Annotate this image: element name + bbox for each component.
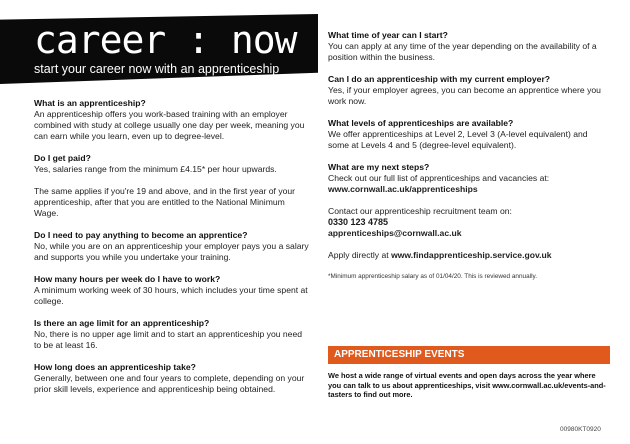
faq-question: Do I get paid? [34,153,91,163]
faq-question: How long does an apprenticeship take? [34,362,196,372]
apply-block [328,250,610,261]
faq-question: Is there an age limit for an apprenticeship? [34,318,210,328]
faq-answer: Check out our full list of apprenticeships and vacancies at: [328,173,550,183]
faq-question: What is an apprenticeship? [34,98,146,108]
faq-answer: We offer apprenticeships at Level 2, Level 3 (A-level equivalent) and some at Levels 4 and 5 (degree-level equivalent). [328,129,588,150]
apprenticeships-link[interactable]: www.cornwall.ac.uk/apprenticeships [328,184,478,194]
faq-question: What time of year can I start? [328,30,448,40]
faq-item [328,30,610,63]
salary-footnote: *Minimum apprenticeship salary as of 01/04/20. This is reviewed annually. [328,273,537,280]
faq-answer: Generally, between one and four years to complete, depending on your prior skill levels, experience and apprenticeship being obtained. [34,373,305,394]
faq-question: What are my next steps? [328,162,430,172]
faq-item [34,318,309,351]
faq-item [34,230,309,263]
faq-answer: No, there is no upper age limit and to start an apprenticeship you need to be at least 16. [34,329,303,350]
faq-answer: No, while you are on an apprenticeship your employer pays you a salary and supports you while you undertake your training. [34,241,309,262]
contact-block [328,206,610,239]
contact-email[interactable]: apprenticeships@cornwall.ac.uk [328,228,462,238]
left-column [34,98,309,406]
right-column [328,30,610,281]
faq-item [34,153,309,219]
faq-question: What levels of apprenticeships are available? [328,118,514,128]
events-text: We host a wide range of virtual events and open days across the year where you can talk to us about apprenticeships, visit www.cornwall.ac.uk/events-and-tasters to find out more. [328,371,606,399]
faq-answer: Yes, salaries range from the minimum £4.15* per hour upwards. [34,164,277,174]
document-code: 00980KT0920 [560,426,601,433]
faq-item [34,98,309,142]
faq-item [328,118,610,151]
events-heading: APPRENTICESHIP EVENTS [328,346,610,364]
faq-item [34,362,309,395]
faq-answer: Yes, if your employer agrees, you can become an apprentice where you work now. [328,85,601,106]
faq-item [34,274,309,307]
faq-question: How many hours per week do I have to work? [34,274,221,284]
brand-subtitle: start your career now with an apprenticeship [34,62,280,76]
faq-answer: You can apply at any time of the year depending on the availability of a position within the business. [328,41,597,62]
faq-question: Do I need to pay anything to become an apprentice? [34,230,248,240]
contact-intro: Contact our apprenticeship recruitment team on: [328,206,512,216]
brand-title: career : now [34,18,297,62]
faq-answer: A minimum working week of 30 hours, which includes your time spent at college. [34,285,308,306]
faq-question: Can I do an apprenticeship with my current employer? [328,74,551,84]
faq-item [328,162,610,195]
faq-answer: An apprenticeship offers you work-based training with an employer combined with study at college usually one day per week, meaning you can earn while you learn, even up to degree-level. [34,109,305,141]
faq-item [328,74,610,107]
apply-link[interactable]: www.findapprenticeship.service.gov.uk [391,250,552,260]
faq-answer-extra: The same applies if you're 19 and above, and in the first year of your apprenticeship, after that you are entitled to the National Minimum Wage. [34,186,296,218]
apply-prefix: Apply directly at [328,250,392,260]
contact-phone[interactable]: 0330 123 4785 [328,217,389,227]
